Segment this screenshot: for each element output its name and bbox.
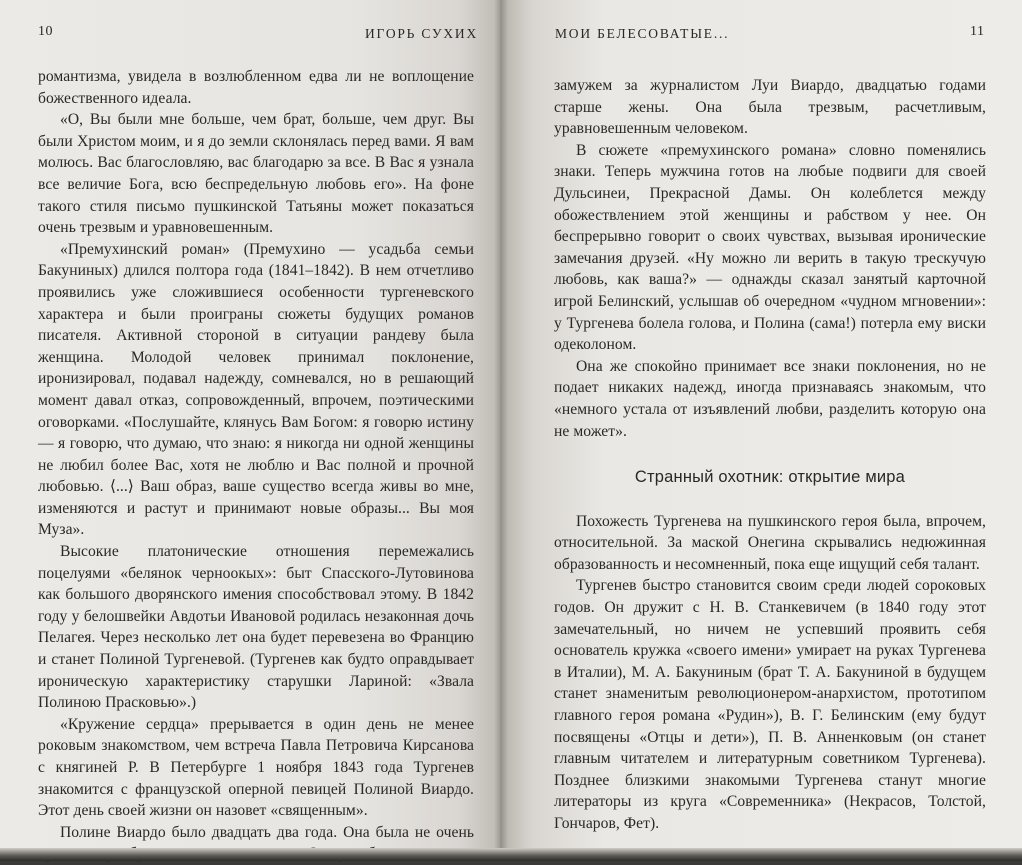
paragraph: «О, Вы были мне больше, чем брат, больше, чем друг. Вы были Христом моим, и я до земли склонялась перед вами. Я вам молюсь. Вас благословляю, вас благодарю за все. В Вас я узнала все величие Бога, всю беспредельную любовь его». На фоне такого стиля письмо пушкинской Татьяны может показаться очень трезвым и уравновешенным. bbox=[38, 111, 474, 237]
running-head: МОИ БЕЛЕСОВАТЫЕ... bbox=[555, 26, 730, 41]
paragraph: «Премухинский роман» (Премухино — усадьба семьи Бакуниных) длился полтора года (1841–1842). В нем отчетливо проявились уже сложившиеся особенности тургеневского характера и были проиграны сюжеты будущих романов писателя. Активной стороной в ситуации рандеву была женщина. Молодой человек принимал поклонение, иронизировал, подавал надежду, сомневался, но в решающий момент давал отказ, сопровожденный, впрочем, поэтическими оговорками. «Послушайте, клянусь Вам Богом: я говорю истину — я говорю, что думаю, что знаю: я никогда ни одной женщины не любил более Вас, хотя не люблю и Вас полной и прочной любовью. ⟨...⟩ Ваш образ, ваше существо всегда живы во мне, изменяются и растут и принимают новые образы... Вы моя Муза». bbox=[38, 240, 474, 539]
right-page bbox=[500, 0, 1022, 850]
running-head: ИГОРЬ СУХИХ bbox=[365, 26, 479, 41]
left-page-body bbox=[38, 66, 474, 865]
paragraph: «Кружение сердца» прерывается в один день не менее роковым знакомством, чем встреча Павла Петровича Кирсанова с княгиней Р. В Петербурге 1 ноября 1843 года Тургенев знакомится с французской оперной певицей Полиной Виардо. Этот день своей жизни он назовет «священным». bbox=[38, 715, 474, 820]
right-page-body bbox=[554, 75, 986, 835]
book-edge bbox=[0, 848, 1022, 861]
page-number: 10 bbox=[38, 24, 53, 39]
paragraph: Похожесть Тургенева на пушкинского героя была, впрочем, относительной. За маской Онегина скрывались недюжинная образованность и несомненный, пока еще ищущий себя талант. bbox=[554, 512, 986, 573]
section-heading: Странный охотник: открытие мира bbox=[634, 468, 906, 487]
paragraph: В сюжете «премухинского романа» словно поменялись знаки. Теперь мужчина готов на любые подвиги для своей Дульсинеи, Прекрасной Дамы. Он колеблется между обожествлением этой женщины и рабством у нее. Он беспрерывно говорит о своих чувствах, вызывая иронические замечания друзей. «Ну можно ли верить в такую трескучую любовь, как ваша?» — однажды сказал занятый карточной игрой Белинский, услышав об очередном «чудном мгновении»: у Тургенева болела голова, и Полина (сама!) потерла ему виски одеколоном. bbox=[554, 141, 986, 354]
paragraph: Тургенев быстро становится своим среди людей сороковых годов. Он дружит с Н. В. Станкевичем (в 1840 году этот замечательный, но ничем не успевший проявить себя основатель кружка «своего имени» умирает на руках Тургенева в Италии), М. А. Бакуниным (брат Т. А. Бакуниной в будущем станет знаменитым революционером-анархистом, прототипом главного героя романа «Рудин»), В. Г. Белинским (ему будут посвящены «Отцы и дети»), П. В. Анненковым (он станет главным читателем и литературным советником Тургенева). Позднее близкими знакомыми Тургенева станут многие литераторы из круга «Современника» (Некрасов, Толстой, Гончаров, Фет). bbox=[554, 577, 986, 832]
page-number: 11 bbox=[970, 24, 985, 39]
paragraph: Полине Виардо было двадцать два года. Она была не очень bbox=[60, 823, 474, 841]
paragraph: замужем за журналистом Луи Виардо, двадцатью годами старше жены. Она была трезвым, расчетливым, уравновешенным человеком. bbox=[554, 77, 986, 138]
paragraph: Высокие платонические отношения перемежались поцелуями «белянок черноокых»: быт Спасского-Лутовинова как большого дворянского имения способствовал этому. В 1842 году у белошвейки Авдотьи Ивановой родилась незаконная дочь Пелагея. Через несколько лет она будет перевезена во Францию и станет Полиной Тургеневой. (Тургенев как будто оправдывает ироническую характеристику старушки Лариной: «Звала Полиною Прасковью».) bbox=[38, 543, 474, 712]
paragraph: Она же спокойно принимает все знаки поклонения, но не подает никаких надежд, иногда признаваясь знакомым, что «немного устала от изъявлений любви, разделить которую она не может». bbox=[554, 357, 986, 440]
left-page bbox=[0, 0, 500, 850]
paragraph: романтизма, увидела в возлюбленном едва ли не воплощение божественного идеала. bbox=[38, 68, 474, 107]
